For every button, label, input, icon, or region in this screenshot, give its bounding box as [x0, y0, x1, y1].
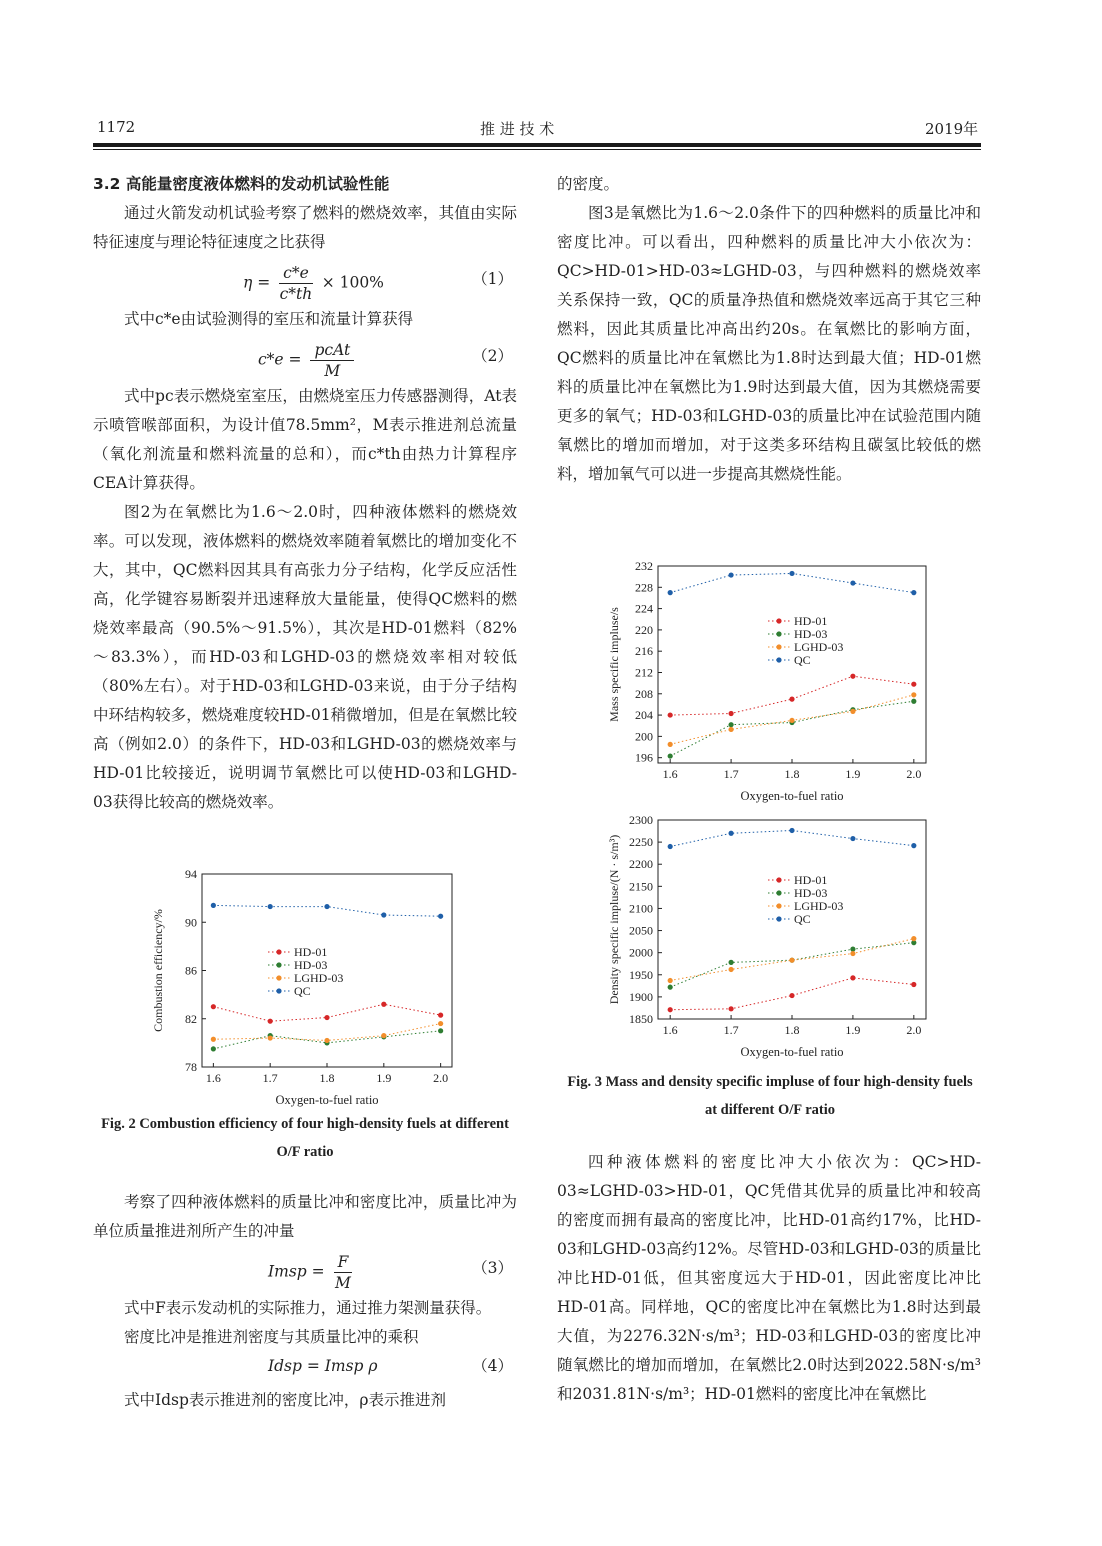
- data-point: [728, 967, 733, 972]
- paragraph: 图3是氧燃比为1.6～2.0条件下的四种燃料的质量比冲和密度比冲。可以看出，四种燃料的质量比冲大小依次为：QC>HD-01>HD-03≈LGHD-03，与四种燃料的燃烧效率关系保持一致，QC的质量净热值和燃烧效率远高于其它三种燃料，因此其质量比冲高出约20s。在氧燃比的影响方面，QC燃料的质量比冲在氧燃比为1.8时达到最大值；HD-01燃料的质量比冲在氧燃比为1.9时达到最大值，因为其燃烧需要更多的氧气；HD-03和LGHD-03的质量比冲在试验范围内随氧燃比的增加而增加，对于这类多环结构且碳氢比较低的燃料，增加氧气可以进一步提高其燃烧性能。: [557, 204, 981, 483]
- equation-1: [93, 257, 517, 305]
- y-tick-label: 2050: [629, 923, 653, 938]
- legend-label: LGHD-03: [294, 971, 344, 985]
- data-point: [268, 904, 273, 909]
- series-line-qc: [670, 573, 914, 592]
- data-point: [789, 958, 794, 963]
- y-tick-label: 1850: [629, 1012, 653, 1026]
- data-point: [850, 674, 855, 679]
- legend-label: HD-03: [794, 627, 828, 641]
- equation-2: [93, 334, 517, 382]
- paragraph: 的密度。: [557, 175, 620, 193]
- data-point: [381, 912, 386, 917]
- data-point: [438, 914, 443, 919]
- data-point: [911, 692, 916, 697]
- data-point: [789, 993, 794, 998]
- x-tick-label: 1.8: [784, 767, 800, 781]
- paragraph: 式中c*e由试验测得的室压和流量计算获得: [124, 310, 414, 328]
- paragraph: 考察了四种液体燃料的质量比冲和密度比冲，质量比冲为单位质量推进剂所产生的冲量: [93, 1193, 517, 1240]
- x-tick-label: 1.6: [662, 1023, 678, 1037]
- y-tick-label: 2000: [629, 945, 653, 960]
- data-point: [789, 718, 794, 723]
- legend-marker: [776, 644, 781, 649]
- y-tick-label: 2250: [629, 835, 653, 850]
- data-point: [211, 1037, 216, 1042]
- x-tick-label: 1.6: [205, 1071, 221, 1085]
- y-tick-label: 212: [635, 665, 653, 680]
- legend-label: HD-03: [794, 886, 828, 900]
- paragraph: 式中Idsp表示推进剂的密度比冲，ρ表示推进剂: [124, 1391, 447, 1409]
- legend-marker: [776, 890, 781, 895]
- data-point: [438, 1021, 443, 1026]
- data-point: [728, 722, 733, 727]
- y-tick-label: 2100: [629, 901, 653, 916]
- y-tick-label: 228: [635, 580, 653, 595]
- data-point: [728, 1006, 733, 1011]
- data-point: [438, 1013, 443, 1018]
- legend-label: HD-01: [794, 873, 828, 887]
- data-point: [728, 831, 733, 836]
- legend-marker: [776, 903, 781, 908]
- legend-label: QC: [794, 912, 811, 926]
- data-point: [850, 709, 855, 714]
- x-tick-label: 1.7: [723, 767, 739, 781]
- series-line-hd-01: [670, 676, 914, 715]
- data-point: [324, 1038, 329, 1043]
- header-rule-thin: [93, 149, 981, 150]
- data-point: [789, 828, 794, 833]
- data-point: [268, 1035, 273, 1040]
- left-column-top: [93, 170, 517, 817]
- equation-4: [93, 1352, 517, 1386]
- paragraph: 四种液体燃料的密度比冲大小依次为：QC>HD-03≈LGHD-03>HD-01，QC凭借其优异的质量比冲和较高的密度而拥有最高的密度比冲，比HD-01高约17%，比HD-03和LGHD-03高约12%。尽管HD-03和LGHD-03的质量比冲比HD-01低，但其密度远大于HD-01，因此密度比冲比HD-01高。同样地，QC的密度比冲在氧燃比为1.8时达到最大值，为2276.32N·s/m³；HD-03和LGHD-03的密度比冲随氧燃比的增加而增加，在氧燃比2.0时达到2022.58N·s/m³和2031.81N·s/m³；HD-01燃料的密度比冲在氧燃比: [557, 1153, 981, 1403]
- y-tick-label: 224: [635, 601, 653, 616]
- x-tick-label: 2.0: [433, 1071, 449, 1085]
- left-column-bottom: [93, 1188, 517, 1415]
- data-point: [728, 727, 733, 732]
- y-tick-label: 94: [185, 867, 197, 881]
- equation-number: （3）: [472, 1259, 513, 1277]
- legend-label: LGHD-03: [794, 640, 844, 654]
- fig2-caption: Fig. 2 Combustion efficiency of four high-density fuels at different O/F ratio: [101, 1116, 509, 1160]
- plot-frame: [658, 820, 926, 1019]
- series-line-hd-03: [670, 943, 914, 987]
- data-point: [668, 753, 673, 758]
- data-point: [211, 903, 216, 908]
- data-point: [668, 1007, 673, 1012]
- right-column-bottom: [557, 1148, 981, 1409]
- y-axis-label: Density specific impluse/(N · s/m³): [607, 834, 621, 1005]
- data-point: [324, 1015, 329, 1020]
- equation-number: （2）: [472, 347, 513, 365]
- legend-marker: [776, 618, 781, 623]
- x-tick-label: 1.7: [723, 1023, 739, 1037]
- page-number: 1172: [97, 118, 136, 136]
- data-point: [911, 936, 916, 941]
- fig2-chart: [140, 862, 470, 1112]
- y-tick-label: 1950: [629, 967, 653, 982]
- data-point: [381, 1002, 386, 1007]
- data-point: [728, 572, 733, 577]
- equation-expression: Idsp = Imsp ρ: [268, 1357, 378, 1375]
- data-point: [728, 960, 733, 965]
- y-tick-label: 90: [185, 915, 197, 930]
- data-point: [850, 975, 855, 980]
- y-tick-label: 2200: [629, 857, 653, 872]
- y-tick-label: 2300: [629, 813, 653, 827]
- fig3-density-impulse-chart: [596, 812, 936, 1068]
- fig3-caption: Fig. 3 Mass and density specific impluse of four high-density fuels at different O/F ratio: [567, 1074, 973, 1118]
- series-line-hd-03: [670, 701, 914, 756]
- legend-label: QC: [294, 984, 311, 998]
- x-tick-label: 1.6: [662, 767, 678, 781]
- x-axis-label: Oxygen-to-fuel ratio: [740, 1045, 844, 1059]
- equation-3: [93, 1246, 517, 1294]
- equation-expression: c*e = $\frac{\text{pcAt}}{M}$: [258, 340, 358, 381]
- section-title: 3.2 高能量密度液体燃料的发动机试验性能: [93, 175, 390, 193]
- data-point: [911, 590, 916, 595]
- y-tick-label: 232: [635, 559, 653, 573]
- x-tick-label: 2.0: [906, 767, 922, 781]
- y-tick-label: 220: [635, 622, 653, 637]
- data-point: [668, 590, 673, 595]
- equation-expression: Imsp = $\frac{F}{M}$: [268, 1253, 351, 1292]
- legend-label: HD-01: [794, 614, 828, 628]
- data-point: [668, 985, 673, 990]
- paragraph: 式中F表示发动机的实际推力，通过推力架测量获得。: [124, 1299, 492, 1317]
- x-tick-label: 1.7: [262, 1071, 278, 1085]
- legend-marker: [276, 975, 281, 980]
- y-tick-label: 200: [635, 729, 653, 744]
- x-tick-label: 1.8: [784, 1023, 800, 1037]
- legend-marker: [776, 877, 781, 882]
- y-tick-label: 216: [635, 644, 653, 659]
- y-tick-label: 204: [635, 708, 653, 723]
- equation-expression: η = $\frac{c*e}{c*th}$ × 100%: [243, 264, 384, 303]
- x-axis-label: Oxygen-to-fuel ratio: [275, 1093, 379, 1107]
- x-axis-label: Oxygen-to-fuel ratio: [740, 789, 844, 803]
- paragraph: 密度比冲是推进剂密度与其质量比冲的乘积: [124, 1328, 419, 1346]
- legend-marker: [276, 988, 281, 993]
- data-point: [268, 1019, 273, 1024]
- header-rule-thick: [93, 143, 981, 147]
- equation-number: （1）: [472, 270, 513, 288]
- legend-marker: [276, 962, 281, 967]
- data-point: [668, 742, 673, 747]
- data-point: [850, 947, 855, 952]
- y-axis-label: Mass specific impluse/s: [607, 607, 621, 722]
- x-tick-label: 1.8: [319, 1071, 335, 1085]
- data-point: [728, 711, 733, 716]
- data-point: [211, 1046, 216, 1051]
- year: 2019年: [925, 120, 979, 138]
- y-tick-label: 86: [185, 963, 197, 978]
- data-point: [668, 978, 673, 983]
- data-point: [789, 571, 794, 576]
- y-tick-label: 2150: [629, 879, 653, 894]
- data-point: [324, 904, 329, 909]
- data-point: [668, 712, 673, 717]
- plot-frame: [658, 566, 926, 763]
- journal-name: 推 进 技 术: [480, 120, 555, 138]
- data-point: [911, 843, 916, 848]
- y-tick-label: 208: [635, 686, 653, 701]
- x-tick-label: 1.9: [376, 1071, 392, 1085]
- legend-label: HD-03: [294, 958, 328, 972]
- data-point: [911, 982, 916, 987]
- legend-marker: [276, 949, 281, 954]
- data-point: [911, 682, 916, 687]
- data-point: [850, 836, 855, 841]
- legend-marker: [776, 631, 781, 636]
- y-tick-label: 196: [635, 750, 653, 765]
- data-point: [381, 1033, 386, 1038]
- x-tick-label: 2.0: [906, 1023, 922, 1037]
- data-point: [438, 1028, 443, 1033]
- paragraph: 图2为在氧燃比为1.6～2.0时，四种液体燃料的燃烧效率。可以发现，液体燃料的燃烧效率随着氧燃比的增加变化不大，其中，QC燃料因其具有高张力分子结构，化学反应活性高，化学键容易断裂并迅速释放大量能量，使得QC燃料的燃烧效率最高（90.5%～91.5%），其次是HD-01燃料（82%～83.3%），而HD-03和LGHD-03的燃烧效率相对较低（80%左右）。对于HD-03和LGHD-03来说，由于分子结构中环结构较多，燃烧难度较HD-01稍微增加，但是在氧燃比较高（例如2.0）的条件下，HD-03和LGHD-03的燃烧效率与HD-01比较接近，说明调节氧燃比可以使HD-03和LGHD-03获得比较高的燃烧效率。: [93, 503, 517, 811]
- y-tick-label: 1900: [629, 989, 653, 1004]
- legend-label: HD-01: [294, 945, 328, 959]
- y-tick-label: 82: [185, 1011, 197, 1026]
- paragraph: 式中pc表示燃烧室室压，由燃烧室压力传感器测得，At表示喷管喉部面积，为设计值78.5mm²，M表示推进剂总流量（氧化剂流量和燃料流量的总和），而c*th由热力计算程序CEA计算获得。: [93, 387, 517, 492]
- paragraph: 通过火箭发动机试验考察了燃料的燃烧效率，其值由实际特征速度与理论特征速度之比获得: [93, 204, 517, 251]
- x-tick-label: 1.9: [845, 1023, 861, 1037]
- data-point: [668, 844, 673, 849]
- data-point: [850, 580, 855, 585]
- y-axis-label: Combustion efficiency/%: [151, 909, 165, 1032]
- right-column-top: [557, 170, 981, 489]
- equation-number: （4）: [472, 1357, 513, 1375]
- legend-marker: [776, 916, 781, 921]
- legend-marker: [776, 657, 781, 662]
- fig3-mass-impulse-chart: [596, 558, 936, 810]
- data-point: [789, 697, 794, 702]
- data-point: [850, 951, 855, 956]
- data-point: [911, 699, 916, 704]
- y-tick-label: 78: [185, 1060, 197, 1074]
- data-point: [211, 1004, 216, 1009]
- legend-label: QC: [794, 653, 811, 667]
- x-tick-label: 1.9: [845, 767, 861, 781]
- legend-label: LGHD-03: [794, 899, 844, 913]
